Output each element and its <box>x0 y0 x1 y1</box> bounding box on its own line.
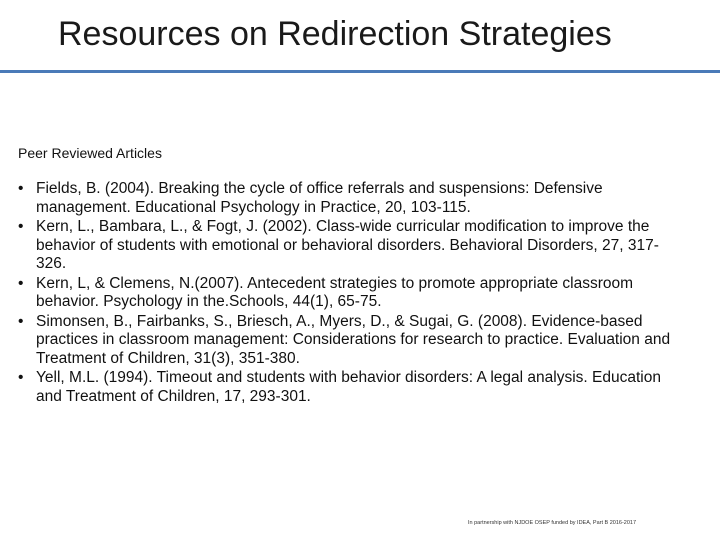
reference-text: Fields, B. (2004). Breaking the cycle of office referrals and suspensions: Defensive management. Educational Psychology in Practice, 20, 103-115. <box>36 180 603 216</box>
bullet-icon: • <box>18 369 24 386</box>
reference-text: Yell, M.L. (1994). Timeout and students with behavior disorders: A legal analysis. Education and Treatment of Children, 17, 293-301. <box>36 369 661 405</box>
section-heading: Peer Reviewed Articles <box>18 145 162 161</box>
slide-title: Resources on Redirection Strategies <box>58 15 612 53</box>
bullet-icon: • <box>18 274 24 292</box>
reference-item-fields <box>18 180 678 217</box>
reference-text: Simonsen, B., Fairbanks, S., Briesch, A., Myers, D., & Sugai, G. (2008). Evidence-based practices in classroom management: Considerations for research to practice. Evaluation and Treatment of Children, 31(3), 351-380. <box>36 312 671 367</box>
bullet-icon: • <box>18 218 24 235</box>
reference-list <box>18 180 678 407</box>
reference-item-kern-2002 <box>18 218 678 274</box>
reference-text: Kern, L, & Clemens, N.(2007). Antecedent strategies to promote appropriate classroom behavior. Psychology in the.Schools, 44(1), 65-75. <box>36 274 634 310</box>
reference-item-kern-2007 <box>18 275 678 312</box>
reference-item-simonsen <box>18 313 678 369</box>
footer-note: In partnership with NJDOE OSEP funded by IDEA, Part B 2016-2017 <box>468 520 637 526</box>
bullet-icon: • <box>18 180 24 197</box>
reference-text: Kern, L., Bambara, L., & Fogt, J. (2002). Class-wide curricular modification to improve the behavior of students with emotional or behavioral disorders. Behavioral Disorders, 27, 317-326. <box>36 218 659 272</box>
reference-item-yell <box>18 369 678 406</box>
bullet-icon: • <box>18 312 24 330</box>
title-divider <box>0 70 720 73</box>
